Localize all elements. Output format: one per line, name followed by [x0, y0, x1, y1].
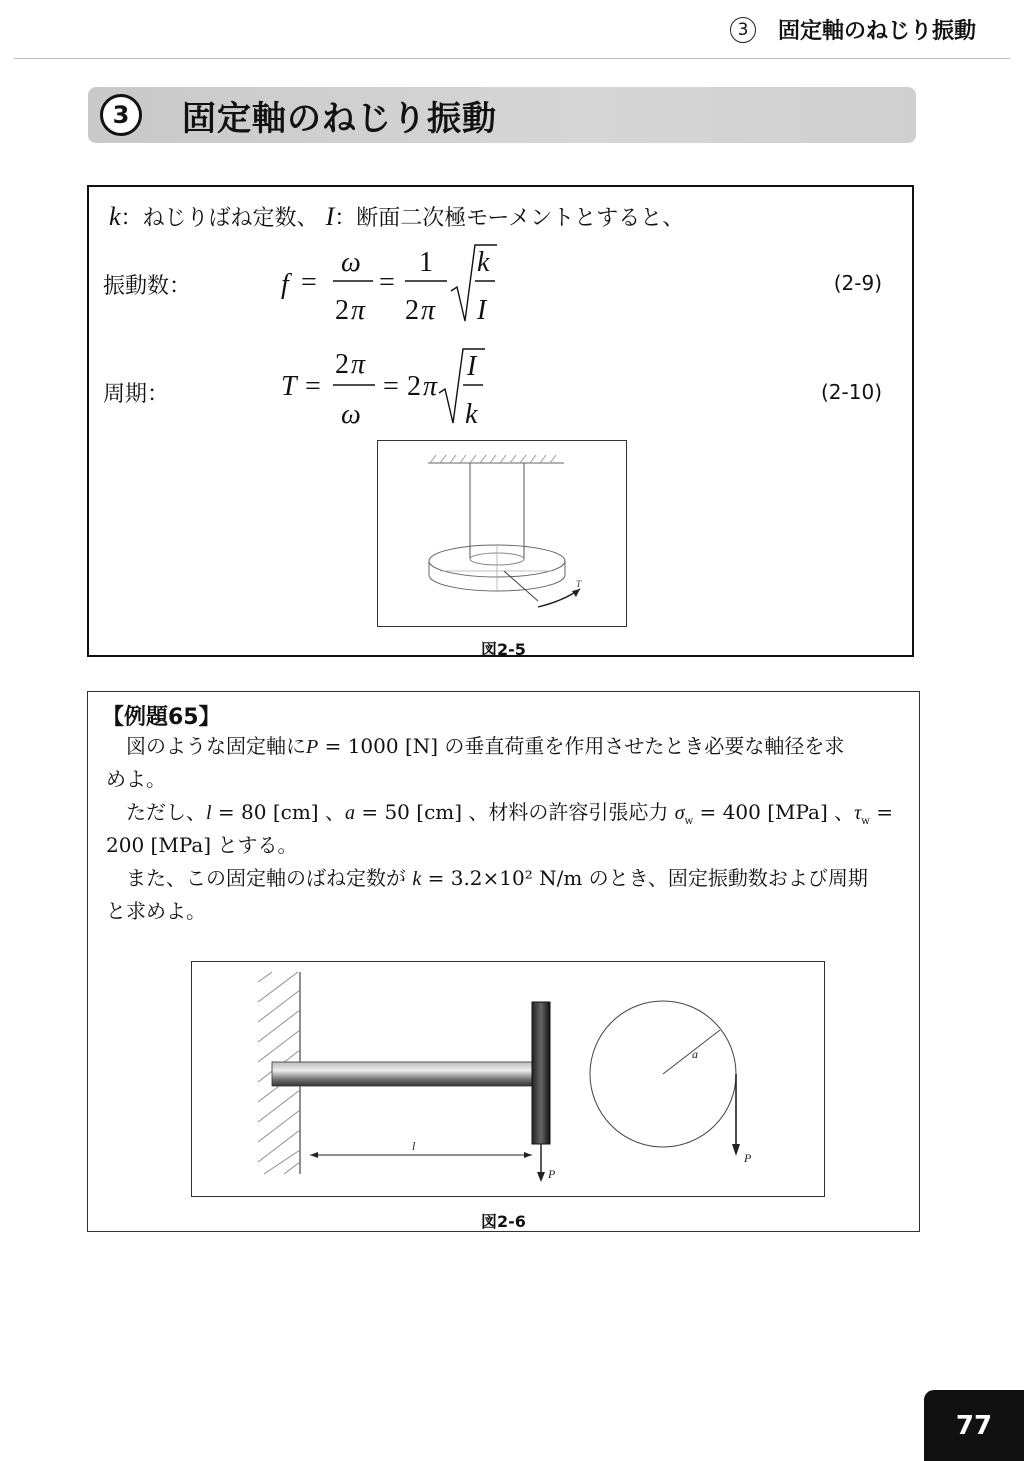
example-paragraph-2-cont: 200 [MPa] とする。 [106, 833, 298, 857]
figure-2-5-caption: 図2-5 [481, 640, 526, 659]
example-paragraph-1 [106, 730, 906, 764]
p2-var-l: l [206, 802, 212, 824]
label-a: a [692, 1047, 698, 1061]
svg-text:π: π [351, 295, 366, 326]
torsion-shaft-drawing [378, 441, 626, 626]
section-title: 固定軸のねじり振動 [182, 98, 497, 139]
svg-text:T: T [281, 371, 297, 402]
svg-text:=: = [301, 267, 317, 298]
section-number: 3 [100, 94, 142, 136]
svg-text:π: π [351, 349, 366, 380]
example-paragraph-2: ただし、l = 80 [cm] 、a = 50 [cm] 、材料の許容引張応力 $\sigma_w = 400$ [MPa] 、$\tau_w$ = [126, 800, 893, 827]
label-p-disk: P [548, 1167, 556, 1181]
torque-label: T [576, 579, 582, 589]
p3-text-a: また、この固定軸のばね定数が [126, 866, 413, 890]
figure-cantilever-shaft [191, 961, 825, 1197]
svg-text:=: = [305, 371, 321, 402]
svg-text:2: 2 [335, 349, 349, 380]
svg-text:I: I [477, 295, 487, 326]
figure-2-6-caption: 図2-6 [481, 1212, 526, 1231]
figure-torsion-shaft [377, 440, 627, 627]
svg-text:π: π [423, 371, 438, 402]
label-l: l [412, 1139, 416, 1153]
period-label: 周期： [103, 382, 170, 407]
p1-text-a: 図のような固定軸に [126, 734, 306, 758]
running-header [730, 14, 976, 45]
p2-text-c: = 50 [cm] 、材料の許容引張応力 [354, 800, 675, 824]
svg-text:k: k [465, 399, 478, 430]
frequency-equation-number: (2-9) [833, 271, 882, 295]
svg-text:=: = [383, 371, 399, 402]
p1-text-b: = 1000 [N] の垂直荷重を作用させたとき必要な軸径を求 [318, 734, 845, 758]
svg-text:ω: ω [341, 399, 361, 430]
intro-var-i: I [325, 202, 335, 231]
p3-var-k: k [412, 868, 422, 890]
formula-box [87, 185, 914, 657]
p2-text-a: ただし、 [126, 800, 206, 824]
example-paragraph-1-cont: めよ。 [106, 767, 166, 791]
running-header-number: 3 [730, 17, 756, 43]
page-number: 77 [924, 1390, 1024, 1461]
svg-text:I: I [467, 351, 477, 382]
cantilever-shaft-drawing [192, 962, 824, 1196]
svg-text:1: 1 [419, 247, 433, 278]
intro-text-1: ：ねじりばね定数、 [120, 206, 319, 231]
svg-text:k: k [477, 247, 490, 278]
running-header-title: 固定軸のねじり振動 [777, 19, 976, 44]
p1-var-p: P [306, 736, 319, 758]
intro-text-2: ：断面二次極モーメントとすると、 [334, 206, 685, 231]
example-heading: 【例題65】 [102, 705, 221, 730]
period-equation-number: (2-10) [821, 380, 882, 404]
svg-text:π: π [421, 295, 436, 326]
svg-text:2: 2 [335, 295, 349, 326]
section-banner [88, 87, 916, 143]
frequency-label: 振動数： [103, 274, 192, 299]
svg-text:ω: ω [341, 247, 361, 278]
period-formula [279, 343, 499, 433]
svg-text:2: 2 [405, 295, 419, 326]
svg-text:f: f [281, 269, 289, 300]
intro-var-k: k [109, 202, 121, 231]
header-rule [14, 58, 1010, 59]
svg-text:2: 2 [407, 371, 421, 402]
svg-text:=: = [379, 267, 395, 298]
example-paragraph-3-cont: と求めよ。 [106, 899, 206, 923]
p2-text-d: = 400 [MPa] 、 [693, 800, 855, 824]
p2-var-a: a [344, 802, 355, 824]
example-box [87, 691, 920, 1232]
formula-intro [109, 201, 684, 232]
p3-text-b: = 3.2×10² N/m のとき、固定振動数および周期 [421, 866, 868, 890]
p2-var-tau: τ [854, 802, 862, 824]
p2-var-sigma: σ [674, 802, 685, 824]
frequency-formula [279, 239, 509, 329]
p2-text-e: = [869, 800, 893, 824]
example-paragraph-3 [106, 862, 906, 896]
p2-text-b: = 80 [cm] 、 [211, 800, 345, 824]
label-p-edge: P [744, 1151, 752, 1165]
